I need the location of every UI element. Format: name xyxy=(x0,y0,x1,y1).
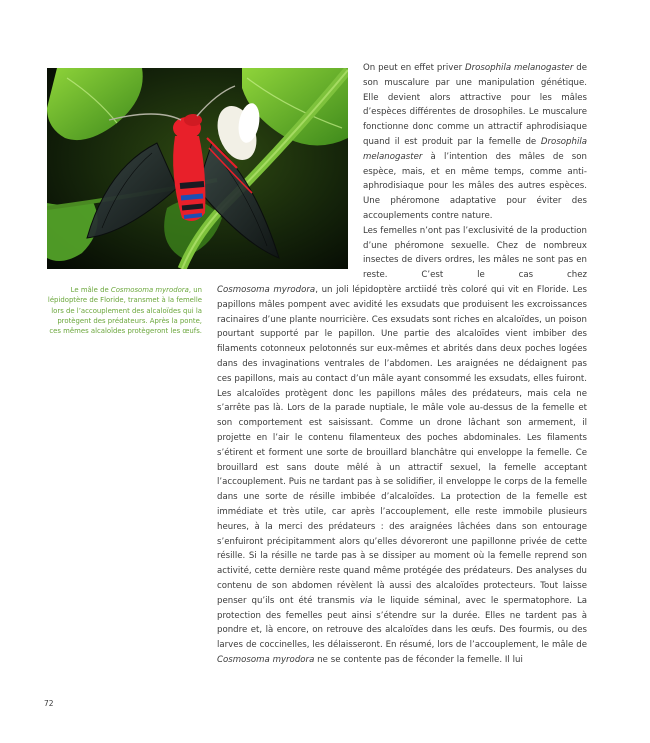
paragraph-drosophila: On peut en effet priver Drosophila melanogaster de son muscalure par une manipulation génétique. Elle devient alors attractive pour les mâles d’espèces différentes de drosophiles. Le muscalure fonctionne donc comme un attractif aphrodisiaque quand il est produit par la femelle de Drosophila melanogaster à l’intention des mâles de son espèce, mais, et en même temps, comme anti-aphrodisiaque pour les mâles des autres espèces. Une phéromone adaptative pour éviter des accouplements contre nature. xyxy=(363,63,588,221)
figure-caption: Le mâle de Cosmosoma myrodora, un lépidoptère de Floride, transmet à la femelle lors de l’accouplement des alcaloïdes qui la protègent des prédateurs. Après la ponte, ces mêmes alcaloïdes protègeront les œufs. xyxy=(47,286,202,336)
moth-photo xyxy=(47,68,348,269)
paragraph-cosmosoma: Cosmosoma myrodora, un joli lépidoptère arctiidé très coloré qui vit en Floride. Les papillons mâles pompent avec avidité les exsudats que produisent les excroissances racinaires d’une plante nourricière. Ces exsudats sont riches en alcaloïdes, un poison pourtant supporté par le papillon. Une partie des alcaloïdes vient imbiber des filaments cotonneux pelotonnés sur eux-mêmes et abrités dans deux poches logées dans des invaginations ventrales de l’abdomen. Les araignées ne dédaignent pas ces papillons, mais au contact d’un mâle ayant consommé les exsudats, elles fuiront. Les alcaloïdes protègent donc les papillons mâles des prédateurs, mais cela ne s’arrête pas là. Lors de la parade nuptiale, le mâle vole au-dessus de la femelle et son comportement est saisissant. Comme un drone lâchant son armement, il projette en l’air le contenu filamenteux des poches abdominales. Les filaments s’étirent et forment une sorte de brouillard blanchâtre qui enveloppe la femelle. Ce brouillard est sans doute mêlé à un attractif sexuel, la femelle acceptant l’accouplement. Puis ne tardant pas à se solidifier, il enveloppe le corps de la femelle dans une sorte de résille imbibée d’alcaloïdes. La protection de la femelle est immédiate et très utile, car après l’accouplement, elle reste immobile plusieurs heures, à la merci des prédateurs : des araignées lâchées dans son entourage s’enfuiront précipitamment alors qu’elles dévoreront une papillonne privée de cette résille. Si la résille ne tarde pas à se dissiper au moment où la femelle reprend son activité, cette dernière reste quand même protégée des prédateurs. Des analyses du contenu de son abdomen révèlent là aussi des alcaloïdes protecteurs. Tout laisse penser qu’ils ont été transmis via le liquide séminal, avec le spermatophore. La protection des femelles peut ainsi s’étendre sur la durée. Elles ne tardent pas à pondre et, là encore, on retrouve des alcaloïdes dans les œufs. Des fourmis, ou des larves de coccinelles, les délaisseront. En résumé, lors de l’accouplement, le mâle de Cosmosoma myrodora ne se contente pas de féconder la femelle. Il lui xyxy=(217,285,587,665)
paragraph-females: Les femelles n’ont pas l’exclusivité de la production d’une phéromone sexuelle. Chez de nombreux insectes de divers ordres, les mâles ne sont pas en reste. C’est le cas chez xyxy=(363,225,587,281)
body-text-right-column xyxy=(363,61,587,283)
page-number: 72 xyxy=(44,699,54,708)
body-text-wide-column xyxy=(217,283,587,668)
